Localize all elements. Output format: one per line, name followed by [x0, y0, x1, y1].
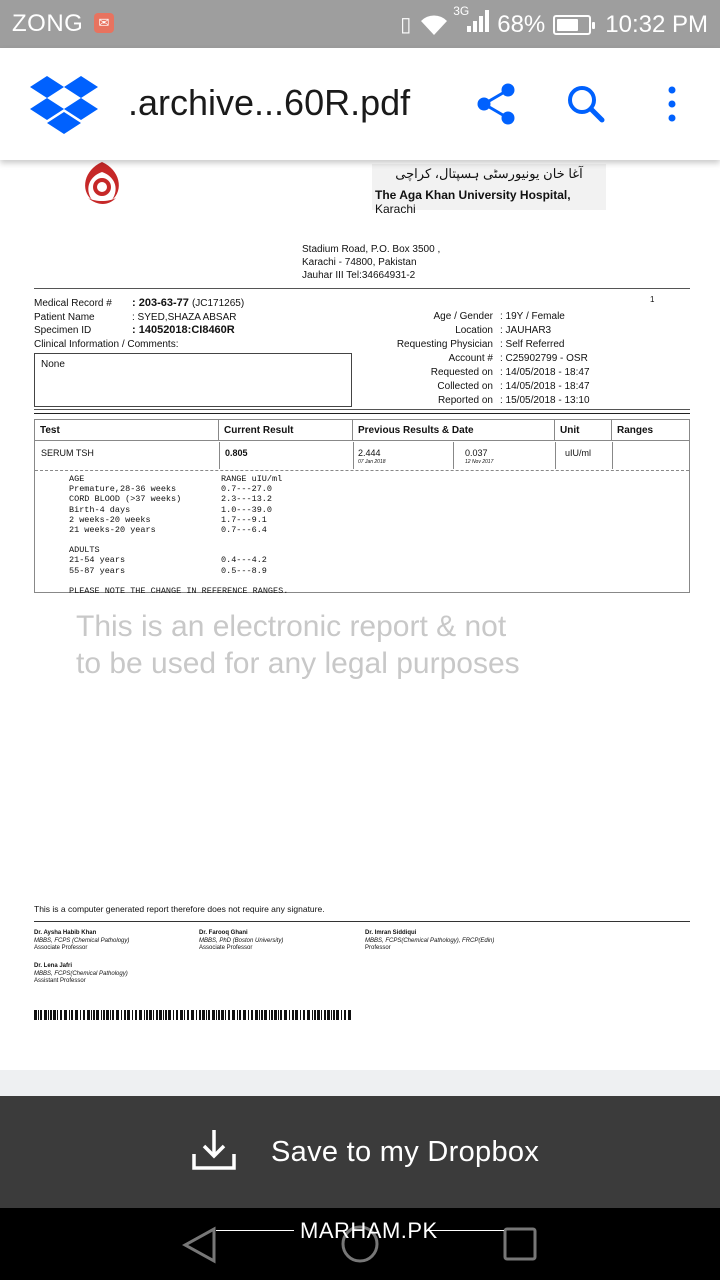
reference-range: 0.7---6.4	[221, 524, 267, 535]
clinical-comment: None	[41, 359, 65, 370]
barcode-bar	[336, 1010, 339, 1020]
reference-ranges	[69, 474, 669, 596]
barcode-bar	[87, 1010, 90, 1020]
barcode-bar	[255, 1010, 258, 1020]
field-label: Account #	[448, 353, 493, 364]
barcode-bar	[187, 1010, 189, 1020]
barcode-bar	[149, 1010, 152, 1020]
barcode-bar	[289, 1010, 290, 1020]
electronic-report-watermark: This is an electronic report & not to be used for any legal purposes	[76, 610, 520, 680]
barcode-bar	[110, 1010, 111, 1020]
barcode-bar	[274, 1010, 277, 1020]
barcode-bar	[225, 1010, 226, 1020]
barcode-bar	[314, 1010, 316, 1020]
barcode-bar	[331, 1010, 332, 1020]
barcode-bar	[184, 1010, 185, 1020]
barcode	[34, 1010, 352, 1020]
network-type: 3G	[453, 4, 470, 18]
app-bar	[0, 48, 720, 160]
barcode-bar	[135, 1010, 137, 1020]
barcode-bar	[124, 1010, 126, 1020]
barcode-bar	[116, 1010, 119, 1020]
barcode-bar	[34, 1010, 37, 1020]
doctor-qualifications: MBBS, PhD (Boston University)	[199, 937, 284, 944]
doctor-title: Professor	[365, 945, 391, 951]
battery-percent: 68%	[497, 10, 546, 38]
barcode-bar	[324, 1010, 326, 1020]
doctor-entry	[34, 930, 129, 953]
system-nav-bar	[0, 1208, 720, 1280]
patient-field	[350, 338, 650, 352]
barcode-bar	[127, 1010, 130, 1020]
signature-note: This is a computer generated report therefore does not require any signature.	[34, 904, 325, 914]
divider	[34, 288, 690, 289]
barcode-bar	[261, 1010, 263, 1020]
reference-row	[69, 545, 669, 555]
test-name: SERUM TSH	[41, 448, 94, 458]
field-label: Medical Record #	[34, 298, 112, 309]
save-to-dropbox-bar[interactable]	[0, 1096, 720, 1208]
barcode-bar	[75, 1010, 78, 1020]
barcode-bar	[333, 1010, 335, 1020]
spacer	[69, 576, 669, 586]
barcode-bar	[93, 1010, 95, 1020]
barcode-bar	[278, 1010, 279, 1020]
barcode-bar	[321, 1010, 322, 1020]
barcode-bar	[96, 1010, 99, 1020]
barcode-bar	[269, 1010, 270, 1020]
barcode-bar	[40, 1010, 42, 1020]
back-icon[interactable]	[182, 1226, 218, 1264]
column-header: Unit	[555, 420, 612, 441]
barcode-bar	[259, 1010, 260, 1020]
reference-age: AGE	[69, 474, 85, 484]
hospital-header	[372, 164, 606, 216]
barcode-bar	[57, 1010, 58, 1020]
file-title: .archive...60R.pdf	[128, 82, 411, 123]
field-value: : 14052018:CI8460R	[132, 324, 235, 336]
column-header: Ranges	[612, 420, 689, 441]
previous-date-1: 07 Jan 2018	[358, 459, 386, 465]
barcode-bar	[341, 1010, 342, 1020]
barcode-bar	[91, 1010, 92, 1020]
wifi-icon	[419, 13, 449, 37]
doctor-title: Associate Professor	[34, 945, 88, 951]
field-label: Requesting Physician	[396, 339, 493, 350]
barcode-bar	[153, 1010, 154, 1020]
marham-watermark: MARHAM.PK	[300, 1218, 438, 1243]
barcode-bar	[159, 1010, 162, 1020]
barcode-bar	[300, 1010, 301, 1020]
reference-range: 0.4---4.2	[221, 555, 267, 566]
share-icon[interactable]	[472, 80, 520, 128]
barcode-bar	[202, 1010, 205, 1020]
barcode-bar	[144, 1010, 145, 1020]
barcode-bar	[80, 1010, 81, 1020]
reference-range: 0.5---8.9	[221, 565, 267, 576]
field-value: : 203-63-77 (JC171265)	[132, 297, 245, 309]
status-bar	[0, 0, 720, 48]
barcode-bar	[44, 1010, 47, 1020]
signal-icon	[453, 4, 489, 39]
column-header: Current Result	[219, 420, 353, 441]
patient-field	[350, 324, 650, 338]
clock: 10:32 PM	[605, 10, 708, 38]
doctor-name: Dr. Aysha Habib Khan	[34, 930, 97, 936]
reference-row	[69, 474, 669, 484]
barcode-bar	[191, 1010, 194, 1020]
field-label: Patient Name	[34, 311, 95, 323]
barcode-bar	[146, 1010, 148, 1020]
column-header: Previous Results & Date	[353, 420, 555, 441]
patient-field	[350, 366, 650, 380]
field-value: : C25902799 - OSR	[500, 353, 588, 364]
barcode-bar	[132, 1010, 133, 1020]
barcode-bar	[212, 1010, 215, 1020]
barcode-bar	[303, 1010, 305, 1020]
reference-row	[69, 484, 669, 494]
barcode-bar	[228, 1010, 230, 1020]
patient-field	[350, 394, 650, 408]
reference-range: 2.3---13.2	[221, 494, 273, 505]
results-table	[34, 419, 690, 596]
barcode-bar	[156, 1010, 158, 1020]
barcode-bar	[251, 1010, 253, 1020]
carrier-name: ZONG	[12, 10, 84, 37]
barcode-bar	[271, 1010, 273, 1020]
address-line: Jauhar III Tel:34664931-2	[302, 270, 416, 281]
barcode-bar	[312, 1010, 313, 1020]
download-icon	[190, 1128, 238, 1172]
barcode-bar	[106, 1010, 109, 1020]
doctor-name: Dr. Lena Jafri	[34, 963, 73, 969]
field-label: Reported on	[437, 395, 493, 406]
clinical-comment-box	[34, 353, 352, 407]
doctor-qualifications: MBBS, FCPS (Chemical Pathology)	[34, 937, 130, 944]
doctor-qualifications: MBBS, FCPS(Chemical Pathology)	[34, 970, 128, 977]
barcode-bar	[208, 1010, 210, 1020]
barcode-bar	[239, 1010, 241, 1020]
spacer	[69, 535, 669, 545]
barcode-bar	[344, 1010, 346, 1020]
unit: uIU/ml	[565, 448, 592, 458]
reference-age: 21-54 years	[69, 555, 126, 566]
barcode-bar	[112, 1010, 114, 1020]
hospital-address	[302, 243, 440, 282]
reference-age: 2 weeks-20 weeks	[69, 514, 151, 525]
reference-age: Premature,28-36 weeks	[69, 484, 177, 495]
address-line: Stadium Road, P.O. Box 3500 ,	[302, 244, 441, 255]
field-value: : 14/05/2018 - 18:47	[500, 367, 590, 378]
field-label: Requested on	[430, 367, 493, 378]
patient-info-right	[350, 310, 650, 408]
doctor-title: Associate Professor	[199, 945, 253, 951]
reference-age: 55-87 years	[69, 565, 126, 576]
barcode-bar	[206, 1010, 207, 1020]
status-right	[400, 4, 708, 39]
reference-range: 0.7---27.0	[221, 484, 273, 495]
doctor-entry	[199, 930, 283, 953]
barcode-bar	[196, 1010, 197, 1020]
hospital-name: The Aga Khan University Hospital,	[375, 188, 571, 202]
patient-field	[350, 380, 650, 394]
barcode-bar	[292, 1010, 294, 1020]
barcode-bar	[180, 1010, 183, 1020]
barcode-bar	[71, 1010, 73, 1020]
address-line: Karachi - 74800, Pakistan	[302, 257, 417, 268]
barcode-bar	[173, 1010, 174, 1020]
barcode-bar	[139, 1010, 142, 1020]
recents-icon[interactable]	[502, 1226, 538, 1262]
reference-note: PLEASE NOTE THE CHANGE IN REFERENCE RANGES.	[69, 585, 289, 596]
battery-icon	[553, 15, 591, 35]
patient-field	[350, 352, 650, 366]
reference-row	[69, 505, 669, 515]
reference-range: 1.7---9.1	[221, 514, 267, 525]
barcode-bar	[103, 1010, 105, 1020]
barcode-bar	[176, 1010, 178, 1020]
doctor-name: Dr. Farooq Ghani	[199, 930, 248, 936]
mail-notification-icon: ✉	[94, 13, 114, 33]
vibrate-icon: ▯	[400, 14, 412, 36]
field-label: Age / Gender	[433, 311, 493, 322]
barcode-bar	[83, 1010, 85, 1020]
hospital-city: Karachi	[375, 202, 416, 216]
previous-value-1: 2.444	[358, 448, 381, 458]
field-label: Specimen ID	[34, 325, 92, 336]
viewer-background	[0, 1070, 720, 1096]
reference-row	[69, 525, 669, 535]
column-header: Test	[35, 420, 219, 441]
reference-row	[69, 566, 669, 576]
reference-age: ADULTS	[69, 545, 100, 556]
reference-age: Birth-4 days	[69, 504, 131, 515]
divider	[34, 413, 690, 414]
barcode-bar	[53, 1010, 56, 1020]
barcode-bar	[38, 1010, 39, 1020]
previous-value-2: 0.037	[465, 448, 488, 458]
barcode-bar	[165, 1010, 167, 1020]
field-label: Location	[455, 325, 493, 336]
barcode-bar	[327, 1010, 330, 1020]
previous-date-2: 12 Nov 2017	[465, 459, 494, 465]
doctor-entry	[34, 963, 128, 986]
page-number: 1	[650, 295, 655, 304]
aku-logo	[78, 160, 126, 204]
field-value: : SYED,SHAZA ABSAR	[132, 311, 237, 323]
search-icon[interactable]	[562, 80, 610, 128]
barcode-bar	[243, 1010, 246, 1020]
barcode-bar	[163, 1010, 164, 1020]
barcode-bar	[48, 1010, 49, 1020]
barcode-bar	[264, 1010, 267, 1020]
reference-row	[69, 515, 669, 525]
current-result: 0.805	[225, 448, 248, 458]
table-header	[35, 420, 689, 442]
field-value: : 15/05/2018 - 13:10	[500, 395, 590, 406]
barcode-bar	[199, 1010, 201, 1020]
barcode-bar	[121, 1010, 122, 1020]
field-label: Clinical Information / Comments:	[34, 338, 179, 350]
field-value: : 19Y / Female	[500, 311, 565, 322]
doctor-title: Assistant Professor	[34, 978, 86, 984]
barcode-bar	[295, 1010, 298, 1020]
save-to-dropbox-button[interactable]: Save to my Dropbox	[271, 1136, 540, 1168]
barcode-bar	[307, 1010, 310, 1020]
dropbox-logo[interactable]	[30, 74, 98, 134]
divider	[34, 921, 690, 922]
reference-age: CORD BLOOD (>37 weeks)	[69, 494, 182, 505]
barcode-bar	[284, 1010, 287, 1020]
reference-range: RANGE uIU/ml	[221, 474, 283, 484]
pdf-page[interactable]	[0, 160, 720, 1070]
divider	[34, 409, 690, 410]
field-value: : 14/05/2018 - 18:47	[500, 381, 590, 392]
doctor-name: Dr. Imran Siddiqui	[365, 930, 417, 936]
barcode-bar	[69, 1010, 70, 1020]
barcode-bar	[64, 1010, 67, 1020]
reference-row	[69, 494, 669, 504]
doctor-entry	[365, 930, 494, 953]
hospital-name-urdu: آغا خان یونیورسٹی ہسپتال، کراچی	[395, 166, 583, 181]
barcode-bar	[60, 1010, 62, 1020]
barcode-bar	[216, 1010, 217, 1020]
reference-row	[69, 555, 669, 565]
barcode-bar	[317, 1010, 320, 1020]
barcode-bar	[50, 1010, 52, 1020]
barcode-bar	[232, 1010, 235, 1020]
barcode-bar	[280, 1010, 282, 1020]
doctor-qualifications: MBBS, FCPS(Chemical Pathology), FRCP(Edin)	[365, 937, 495, 944]
more-vert-icon[interactable]	[648, 80, 696, 128]
reference-range: 1.0---39.0	[221, 504, 273, 515]
field-value: : Self Referred	[500, 339, 565, 350]
barcode-bar	[168, 1010, 171, 1020]
patient-field	[350, 310, 650, 324]
result-row	[35, 442, 689, 471]
barcode-bar	[221, 1010, 224, 1020]
field-label: Collected on	[437, 381, 493, 392]
barcode-bar	[248, 1010, 249, 1020]
barcode-bar	[348, 1010, 351, 1020]
reference-age: 21 weeks-20 years	[69, 524, 156, 535]
barcode-bar	[101, 1010, 102, 1020]
barcode-bar	[237, 1010, 238, 1020]
field-value: : JAUHAR3	[500, 325, 552, 336]
barcode-bar	[218, 1010, 220, 1020]
